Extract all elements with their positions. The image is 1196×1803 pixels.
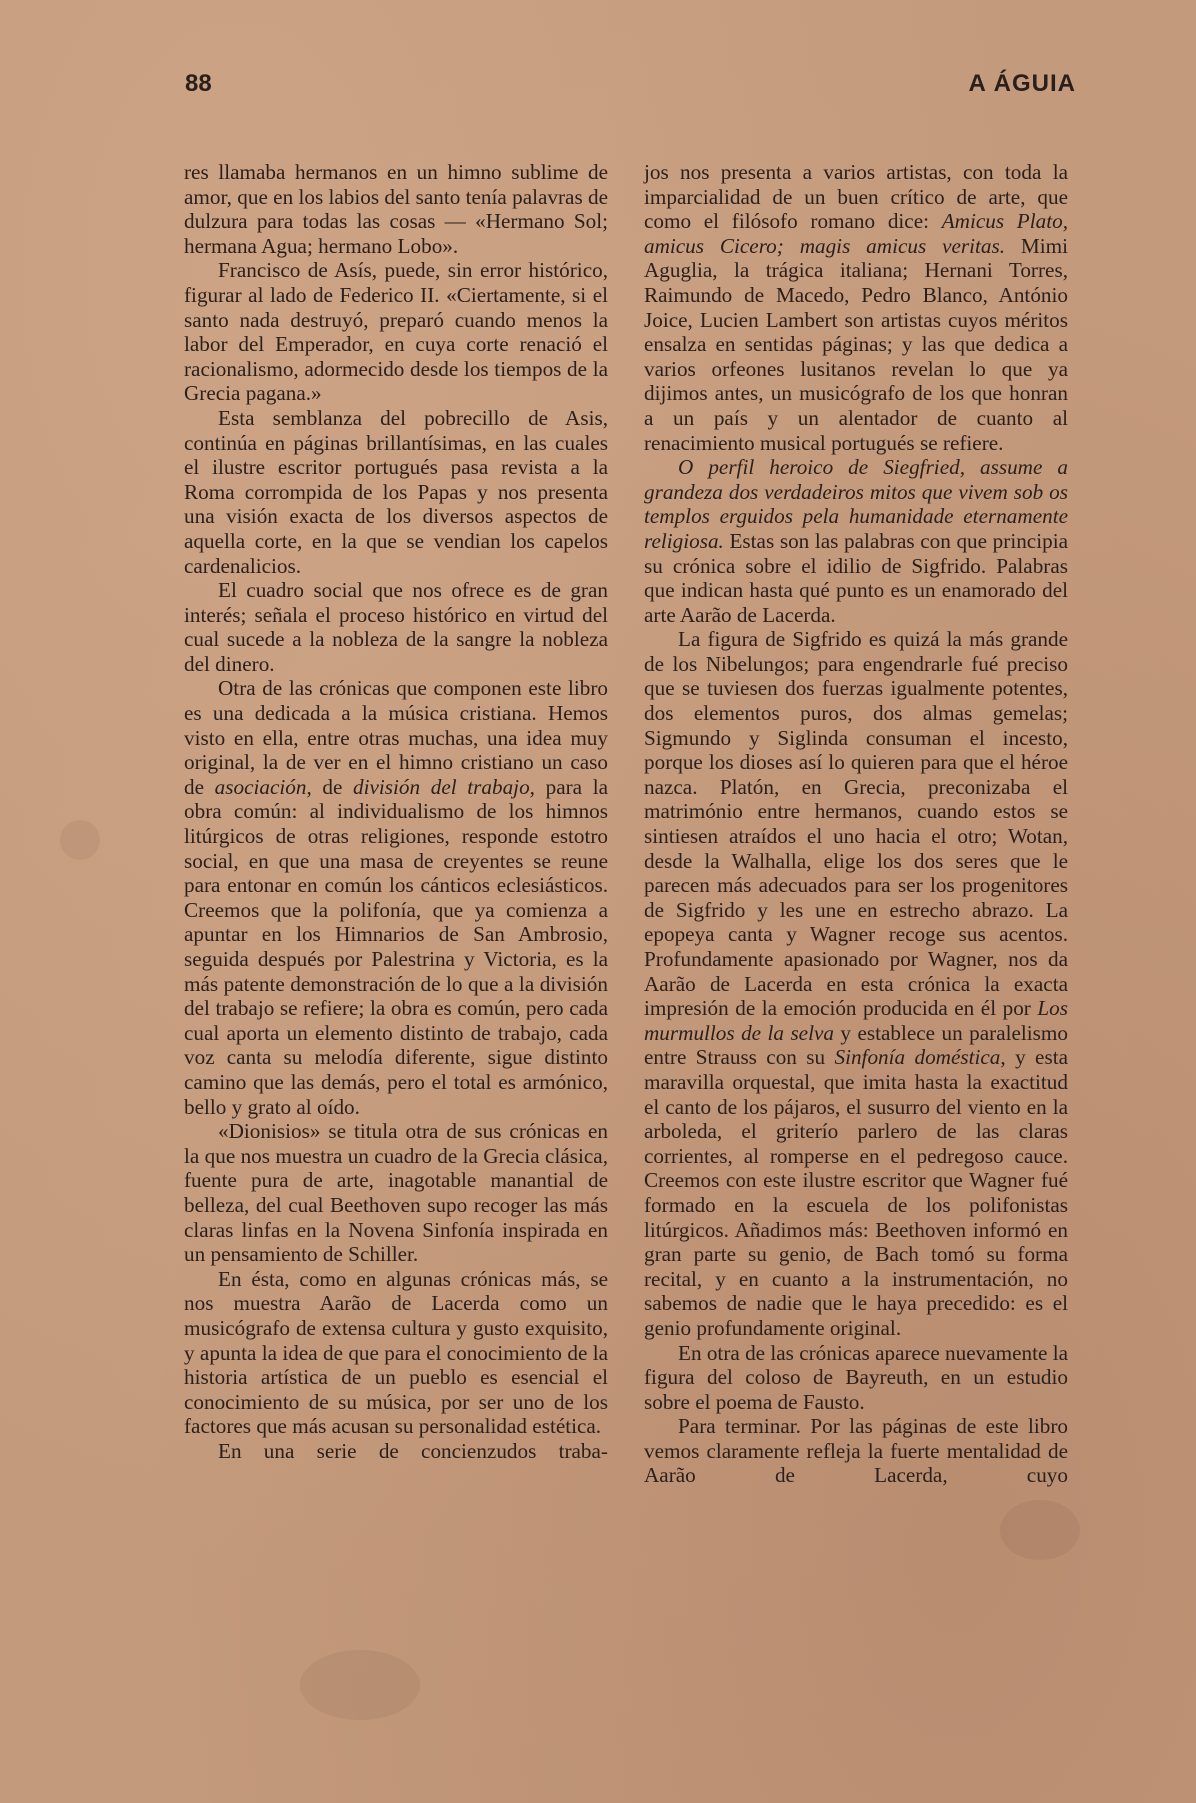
paragraph bbox=[184, 578, 608, 676]
text-run: Mimi Aguglia, la trágica italiana; Hernani Torres, Raimundo de Macedo, Pedro Blanco, António Joice, Lucien Lambert son artistas cuyos méritos ensalza en sentidas páginas; y las que dedica a varios orfeones lusitanos revelan lo que ya dijimos antes, un musicógrafo de los que honran a un país y un alentador de cuanto al renacimiento musical portugués se refiere. bbox=[644, 233, 1068, 455]
paragraph bbox=[184, 1267, 608, 1439]
paper-stain bbox=[300, 1650, 420, 1720]
text-run: En una serie de concienzudos traba- bbox=[218, 1438, 608, 1463]
paragraph bbox=[184, 676, 608, 1119]
italic-text-run: Los murmullos de la selva bbox=[644, 996, 1068, 1045]
paragraph bbox=[184, 1119, 608, 1267]
paragraph bbox=[184, 1439, 608, 1464]
text-run: , y esta maravilla orquestal, que imita hasta la exactitud el canto de los pájaros, el susurro del viento en la arboleda, el griterío parlero de las claras corrientes, al romperse en el pedregoso cauce. Creemos con este ilustre escritor que Wagner fué formado en la escuela de los polifonistas litúrgicos. Añadimos más: Beethoven informó en gran parte su genio, de Bach tomó su forma recital, y en cuanto a la instrumentación, no sabemos de nadie que le haya precedido: es el genio profundamente original. bbox=[644, 1045, 1068, 1340]
italic-text-run: O perfil heroico de Siegfried, assume a grandeza dos verdadeiros mitos que vivem sob os templos erguidos pela humanidade eternamente religiosa. bbox=[644, 455, 1068, 553]
text-run: jos nos presenta a varios artistas, con toda la imparcialidad de un buen crítico de arte, que como el filósofo romano dice: bbox=[644, 160, 1068, 234]
paper-stain bbox=[1000, 1500, 1080, 1560]
italic-text-run: Sinfonía doméstica bbox=[834, 1045, 1001, 1070]
text-run: El cuadro social que nos ofrece es de gran interés; señala el proceso histórico en virtud del cual sucede a la nobleza de la sangre la nobleza del dinero. bbox=[184, 578, 608, 676]
text-run: La figura de Sigfrido es quizá la más grande de los Nibelungos; para engendrarle fué preciso que se tuviesen dos fuerzas igualmente potentes, dos elementos puros, dos almas gemelas; Sigmundo y Siglinda consuman el incesto, porque los dioses así lo quieren para que el héroe nazca. Platón, en Grecia, preconizaba el matrimónio entre hermanos, cuando estos se sintiesen atraídos el uno hacia el otro; Wotan, desde la Walhalla, elige los dos seres que le parecen más adecuados para ser los progenitores de Sigfrido y les une en estrecho abrazo. La epopeya canta y Wagner recoge sus acentos. Profundamente apasionado por Wagner, nos da Aarão de Lacerda en esta crónica la exacta impresión de la emoción producida en él por bbox=[644, 627, 1068, 1021]
italic-text-run: división del trabajo bbox=[353, 774, 530, 799]
text-run: En ésta, como en algunas crónicas más, se nos muestra Aarão de Lacerda como un musicógrafo de extensa cultura y gusto exquisito, y apunta la idea de que para el conocimiento de la historia artística de un pueblo es esencial el conocimiento de su música, por ser uno de los factores que más acusan su personalidad estética. bbox=[184, 1266, 608, 1439]
italic-text-run: asociación bbox=[214, 774, 307, 799]
running-title: A ÁGUIA bbox=[968, 70, 1076, 97]
text-run: «Dionisios» se titula otra de sus crónicas en la que nos muestra un cuadro de la Grecia clásica, fuente pura de arte, inagotable manantial de belleza, del cual Beethoven supo recoger las más claras linfas en la Novena Sinfonía inspirada en un pensamiento de Schiller. bbox=[184, 1119, 608, 1267]
text-run: Estas son las palabras con que principia su crónica sobre el idilio de Sigfrido. Palabras que indican hasta qué punto es un enamorado del arte Aarão de Lacerda. bbox=[644, 528, 1068, 627]
paragraph bbox=[184, 406, 608, 578]
text-run: , para la obra común: al individualismo de los himnos litúrgicos de otras religiones, responde estotro social, en que una masa de creyentes se reune para entonar en común los cánticos eclesiásticos. Creemos que la polifonía, que ya comienza a apuntar en los Himnarios de San Ambrosio, seguida después por Palestrina y Victoria, es la más patente demonstración de lo que a la división del trabajo se refiere; la obra es común, pero cada cual aporta un elemento distinto de trabajo, cada voz canta su melodía diferente, sigue distinto camino que las demás, pero el total es armónico, bello y grato al oído. bbox=[184, 774, 608, 1119]
text-run: Francisco de Asís, puede, sin error histórico, figurar al lado de Federico II. «Ciertamente, si el santo nada destruyó, preparó cuando menos la labor del Emperador, en cuya corte renació el racionalismo, adormecido desde los tiempos de la Grecia pagana.» bbox=[184, 258, 608, 406]
paragraph bbox=[644, 627, 1068, 1340]
page-number: 88 bbox=[185, 70, 212, 97]
italic-text-run: Amicus Plato, amicus Cicero; magis amicus veritas. bbox=[644, 209, 1068, 258]
text-run: y establece un paralelismo entre Strauss con su bbox=[644, 1020, 1068, 1070]
paragraph bbox=[184, 160, 608, 258]
paragraph bbox=[644, 1341, 1068, 1415]
text-run: En otra de las crónicas aparece nuevamente la figura del coloso de Bayreuth, en un estudio sobre el poema de Fausto. bbox=[644, 1340, 1068, 1414]
paragraph bbox=[644, 160, 1068, 455]
text-run: Otra de las crónicas que componen este libro es una dedicada a la música cristiana. Hemos visto en ella, entre otras muchas, una idea muy original, la de ver en el himno cristiano un caso de bbox=[184, 676, 608, 799]
paper-stain bbox=[60, 820, 100, 860]
page-header bbox=[185, 70, 1076, 100]
paragraph bbox=[184, 258, 608, 406]
text-column-left bbox=[184, 160, 608, 1463]
text-run: res llamaba hermanos en un himno sublime de amor, que en los labios del santo tenía palavras de dulzura para todas las cosas — «Hermano Sol; hermana Agua; hermano Lobo». bbox=[184, 160, 608, 258]
paragraph bbox=[644, 455, 1068, 627]
text-column-right bbox=[644, 160, 1068, 1488]
paragraph bbox=[644, 1414, 1068, 1488]
text-run: Esta semblanza del pobrecillo de Asis, continúa en páginas brillantísimas, en las cuales el ilustre escritor portugués pasa revista a la Roma corrompida de los Papas y nos presenta una visión exacta de los diversos aspectos de aquella corte, en la que se vendian los capelos cardenalicios. bbox=[184, 405, 608, 578]
text-run: Para terminar. Por las páginas de este libro vemos claramente refleja la fuerte mentalidad de Aarão de Lacerda, cuyo bbox=[644, 1414, 1068, 1488]
text-run: , de bbox=[306, 774, 354, 799]
